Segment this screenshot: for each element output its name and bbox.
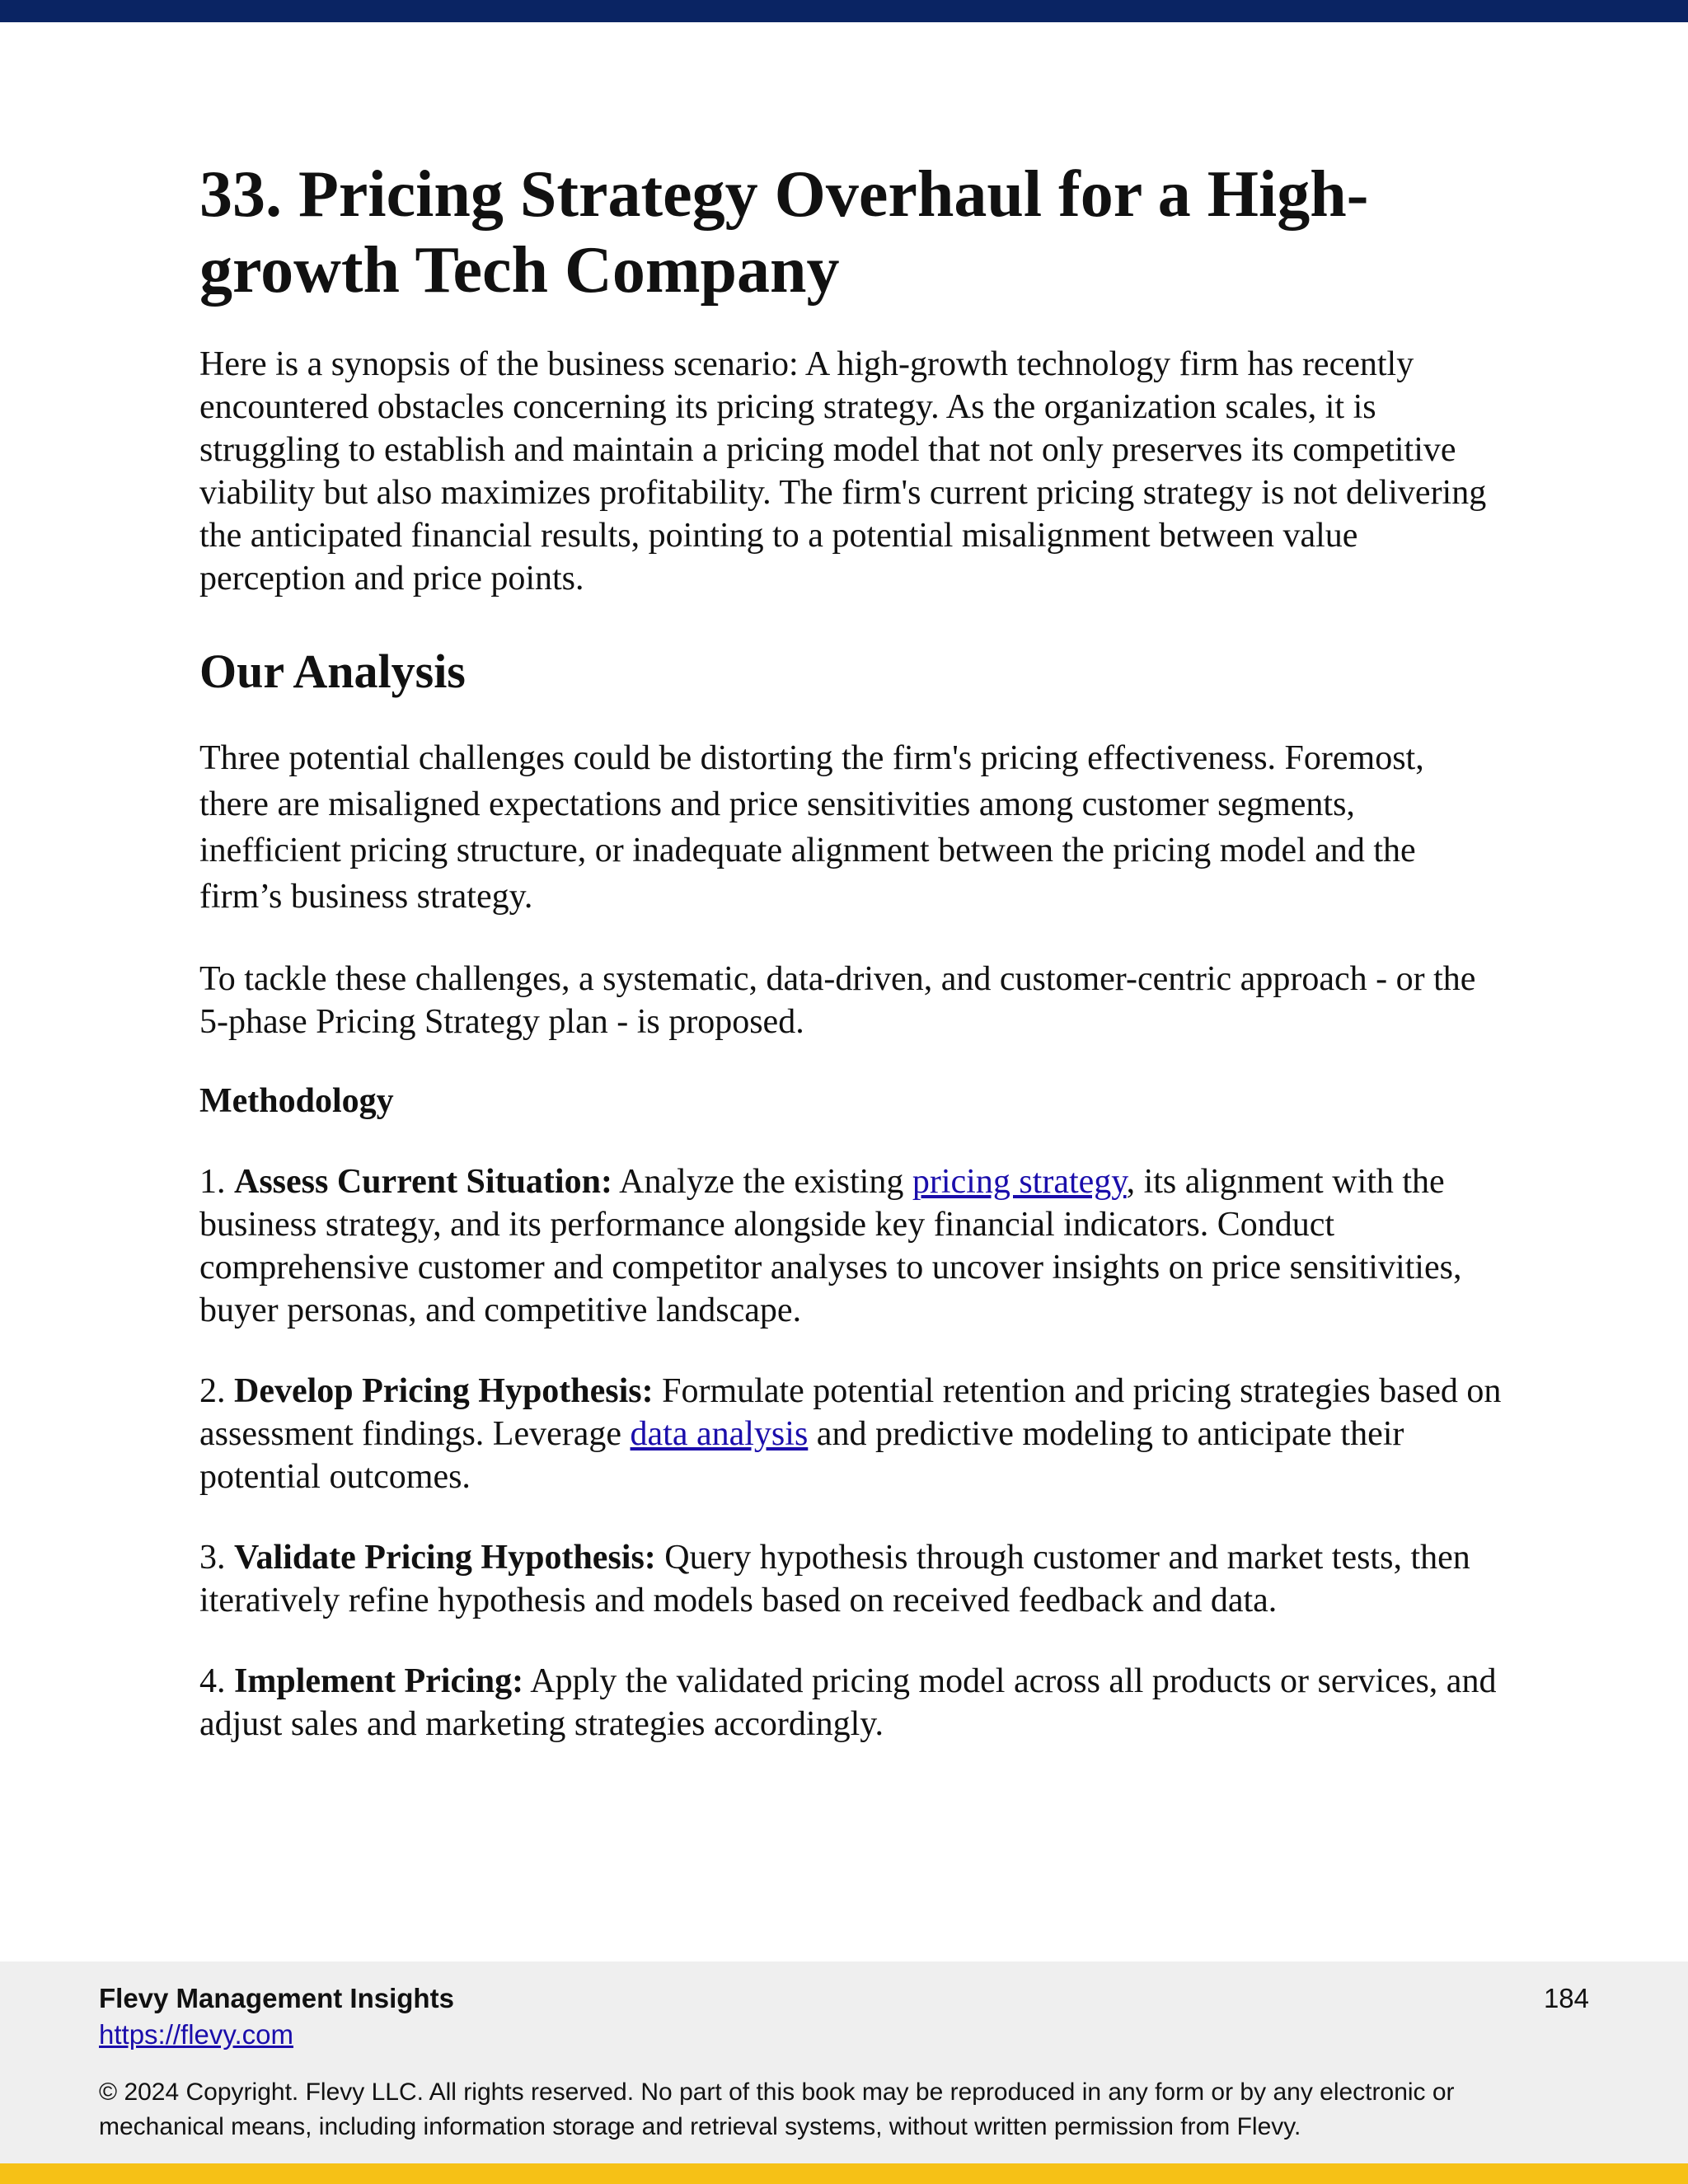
analysis-heading: Our Analysis [199,644,466,698]
copyright-notice: © 2024 Copyright. Flevy LLC. All rights reserved. No part of this book may be reproduced in any form or by any electronic or mechanical means, including information storage and retrieval systems, without written permission from Flevy. [99,2079,1455,2140]
step-text: and predictive modeling to anticipate their potential outcomes. [199,1415,1404,1496]
footer-url-link[interactable]: https://flevy.com [99,2019,293,2050]
analysis-paragraph-2: To tackle these challenges, a systematic, data-driven, and customer-centric approach - or the 5-phase Pricing Strategy plan - is proposed. [199,960,1476,1041]
page-footer [0,1961,1688,2163]
methodology-heading: Methodology [199,1082,394,1120]
footer-brand: Flevy Management Insights [99,1983,454,2013]
top-accent-bar [0,0,1688,22]
methodology-step-1 [199,1160,1502,1332]
pricing-strategy-link[interactable]: pricing strategy [912,1163,1127,1201]
step-text: Formulate potential retention and pricing strategies based on assessment findings. Leverage [199,1372,1502,1453]
step-text: , its alignment with the business strategy, and its performance alongside key financial indicators. Conduct comprehensive customer and competitor analyses to uncover insights on price sensitivities, buyer personas, and competitive landscape. [199,1163,1462,1329]
step-number: 1. [199,1163,226,1201]
step-title: Assess Current Situation: [234,1163,612,1201]
intro-paragraph: Here is a synopsis of the business scenario: A high-growth technology firm has recently encountered obstacles concerning its pricing strategy. As the organization scales, it is struggling to establish and maintain a pricing model that not only preserves its competitive viability but also maximizes profitability. The firm's current pricing strategy is not delivering the anticipated financial results, pointing to a potential misalignment between value perception and price points. [199,345,1487,598]
step-text: Query hypothesis through customer and market tests, then iteratively refine hypothesis and models based on received feedback and data. [199,1539,1470,1619]
methodology-step-4 [199,1660,1502,1746]
step-number: 2. [199,1372,226,1410]
page-content [199,157,1502,1746]
step-number: 3. [199,1539,226,1577]
step-number: 4. [199,1662,226,1700]
methodology-step-2 [199,1370,1502,1498]
step-title: Implement Pricing: [234,1662,524,1700]
data-analysis-link[interactable]: data analysis [630,1415,809,1453]
page-title: 33. Pricing Strategy Overhaul for a High-growth Tech Company [199,158,1369,307]
step-title: Develop Pricing Hypothesis: [234,1372,654,1410]
page-number: 184 [1543,1983,1589,2013]
bottom-accent-bar [0,2163,1688,2184]
step-text: Analyze the existing [612,1163,912,1201]
step-title: Validate Pricing Hypothesis: [234,1539,656,1577]
methodology-step-3 [199,1536,1502,1622]
step-text: Apply the validated pricing model across all products or services, and adjust sales and marketing strategies accordingly. [199,1662,1497,1743]
analysis-paragraph-1: Three potential challenges could be distorting the firm's pricing effectiveness. Foremost, there are misaligned expectations and price sensitivities among customer segments, inefficient pricing structure, or inadequate alignment between the pricing model and the firm’s business strategy. [199,739,1424,916]
